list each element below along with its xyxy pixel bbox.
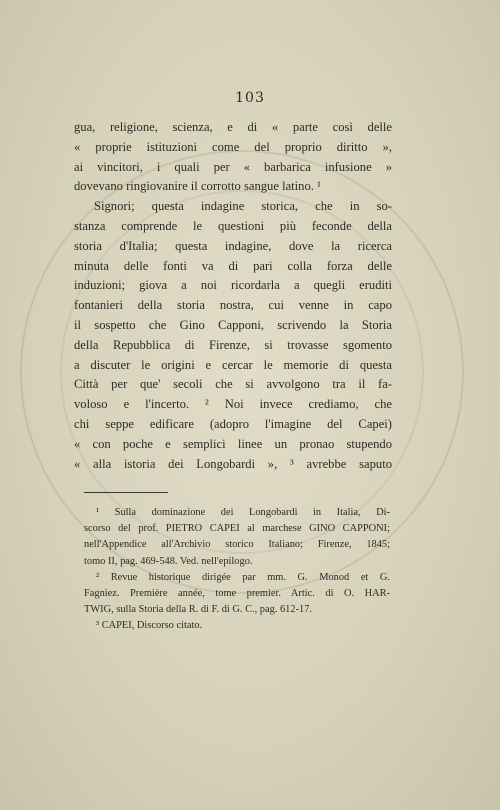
body-line: chi seppe edificare (adopro l'imagine del Capei) xyxy=(74,416,392,431)
body-line: dovevano ringiovanire il corrotto sangue latino. ¹ xyxy=(74,179,321,194)
body-line: storia d'Italia; questa indagine, dove la ricerca xyxy=(74,238,392,253)
body-line: il sospetto che Gino Capponi, scrivendo la Storia xyxy=(74,317,392,332)
body-line: gua, religione, scienza, e di « parte così delle xyxy=(74,120,392,134)
body-line: della Repubblica di Firenze, si trovasse sgomento xyxy=(74,337,392,352)
footnote-line: ¹ Sulla dominazione dei Longobardi in Italia, Di- xyxy=(96,507,390,518)
body-line: Signori; questa indagine storica, che in so- xyxy=(94,199,392,214)
page-number: 103 xyxy=(235,90,265,106)
body-line: « con poche e semplici linee un pronao stupendo xyxy=(74,436,392,451)
footnote-line: TWIG, sulla Storia della R. di F. di G. C., pag. 612-17. xyxy=(84,604,313,616)
footnote-line: Fagniez. Première année, tome premier. Artic. di O. HAR- xyxy=(84,588,390,600)
footnote-line: scorso del prof. PIETRO CAPEI al marchese GINO CAPPONI; xyxy=(84,523,390,535)
body-line: a discuter le origini e cercar le memorie di questa xyxy=(74,357,392,372)
footnote-line: tomo II, pag. 469-548. Ved. nell'epilogo. xyxy=(84,555,253,567)
footnote-line: nell'Appendice all'Archivio storico Italiano; Firenze, 1845; xyxy=(84,539,390,551)
body-line: induzioni; giova a noi ricordarla a quegli eruditi xyxy=(74,278,392,293)
body-line: fontanieri della storia nostra, cui venne in capo xyxy=(74,298,392,313)
footnote-rule xyxy=(84,492,168,493)
body-line: stanza comprende le questioni più feconde della xyxy=(74,218,392,233)
body-line: « alla istoria dei Longobardi », ³ avrebbe saputo xyxy=(74,456,392,471)
body-line: « proprie istituzioni come del proprio diritto », xyxy=(74,139,392,154)
footnote-line: ³ CAPEI, Discorso citato. xyxy=(96,620,203,632)
footnotes xyxy=(84,505,390,635)
body-line: ai vincitori, i quali per « barbarica infusione » xyxy=(74,159,392,174)
body-line: Città per que' secoli che si avvolgono tra il fa- xyxy=(74,377,392,392)
footnote-line: ² Revue historique dirigée par mm. G. Monod et G. xyxy=(96,571,390,583)
body-text xyxy=(74,118,392,474)
body-line: minuta delle fonti va di pari colla forza delle xyxy=(74,258,392,273)
body-line: voloso e l'incerto. ² Noi invece crediamo, che xyxy=(74,397,392,412)
